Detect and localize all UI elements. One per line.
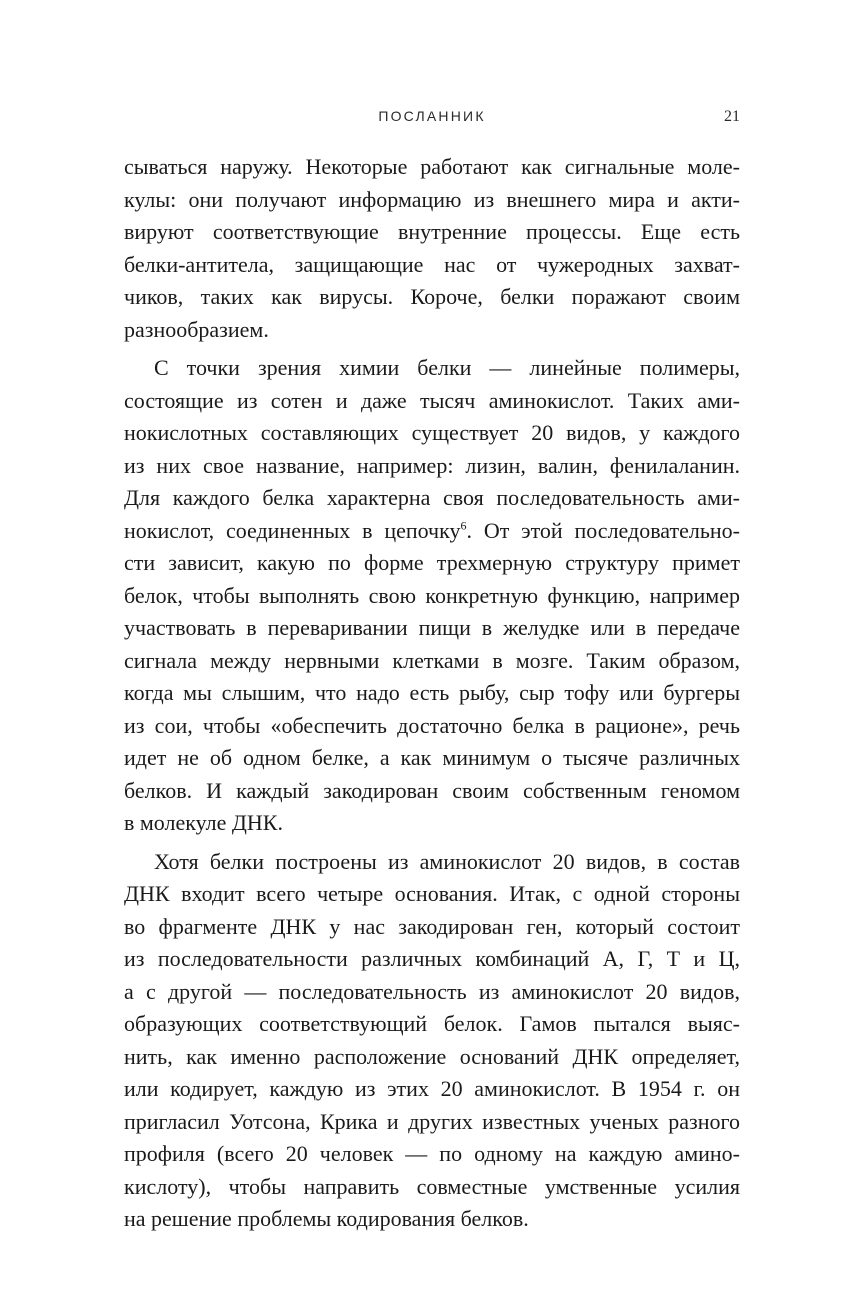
text-line: вируют соответствующие внутренние процессы. Еще есть: [124, 219, 740, 244]
text-line: идет не об одном белке, а как минимум о тысяче различных: [124, 745, 740, 770]
paragraph-2: [124, 352, 740, 840]
footnote-marker[interactable]: 6: [460, 518, 467, 533]
text-line: чиков, таких как вирусы. Короче, белки поражают своим: [124, 284, 740, 309]
text-line: кислоту), чтобы направить совместные умственные усилия: [124, 1173, 740, 1199]
text-line: или кодирует, каждую из этих 20 аминокислот. В 1954 г. он: [124, 1076, 740, 1101]
text-line: нить, как именно расположение оснований ДНК определяет,: [124, 1043, 740, 1069]
text-line: в молекуле ДНК.: [124, 810, 283, 835]
text-line: С точки зрения химии белки — линейные полимеры,: [154, 355, 740, 380]
text-line: белок, чтобы выполнять свою конкретную функцию, например: [124, 582, 740, 608]
text-line: Хотя белки построены из аминокислот 20 видов, в состав: [154, 848, 740, 874]
text-line: а с другой — последовательность из аминокислот 20 видов,: [124, 978, 740, 1004]
text-line: нокислотных составляющих существует 20 видов, у каждого: [124, 420, 740, 445]
text-line: во фрагменте ДНК у нас закодирован ген, который состоит: [124, 913, 740, 939]
body-text: [124, 151, 740, 1236]
text-line: сти зависит, какую по форме трехмерную структуру примет: [124, 550, 740, 575]
text-line: образующих соответствующий белок. Гамов пытался выяс-: [124, 1011, 740, 1036]
running-head: [124, 108, 740, 132]
text-line: участвовать в переваривании пищи в желудке или в передаче: [124, 615, 740, 640]
text-line: на решение проблемы кодирования белков.: [124, 1206, 529, 1231]
text-line: белков. И каждый закодирован своим собственным геномом: [124, 777, 740, 803]
text-line: из них свое название, например: лизин, валин, фенилаланин.: [124, 452, 740, 478]
text-fragment: . От этой последовательно-: [466, 517, 740, 543]
text-line: из сои, чтобы «обеспечить достаточно белка в рационе», речь: [124, 712, 740, 738]
text-fragment: нокислот, соединенных в цепочку: [124, 517, 461, 543]
text-line-with-footnote: [124, 515, 740, 548]
text-line: ДНК входит всего четыре основания. Итак, с одной стороны: [124, 881, 740, 906]
text-line: сигнала между нервными клетками в мозге. Таким образом,: [124, 647, 740, 673]
text-line: сываться наружу. Некоторые работают как сигнальные моле-: [124, 154, 740, 179]
text-line: кулы: они получают информацию из внешнего мира и акти-: [124, 186, 740, 212]
paragraph-1: [124, 151, 740, 346]
text-line: профиля (всего 20 человек — по одному на каждую амино-: [124, 1141, 740, 1166]
text-line: пригласил Уотсона, Крика и других известных ученых разного: [124, 1108, 740, 1134]
page-number: 21: [724, 108, 740, 125]
text-line: разнообразием.: [124, 316, 269, 342]
text-line: Для каждого белка характерна своя последовательность ами-: [124, 485, 740, 510]
text-line: белки-антитела, защищающие нас от чужеродных захват-: [124, 251, 740, 277]
text-line: когда мы слышим, что надо есть рыбу, сыр тофу или бургеры: [124, 680, 740, 705]
text-line: состоящие из сотен и даже тысяч аминокислот. Таких ами-: [124, 387, 740, 413]
running-title: ПОСЛАННИК: [378, 108, 486, 124]
paragraph-3: [124, 846, 740, 1236]
text-line: из последовательности различных комбинаций А, Г, Т и Ц,: [124, 946, 740, 971]
